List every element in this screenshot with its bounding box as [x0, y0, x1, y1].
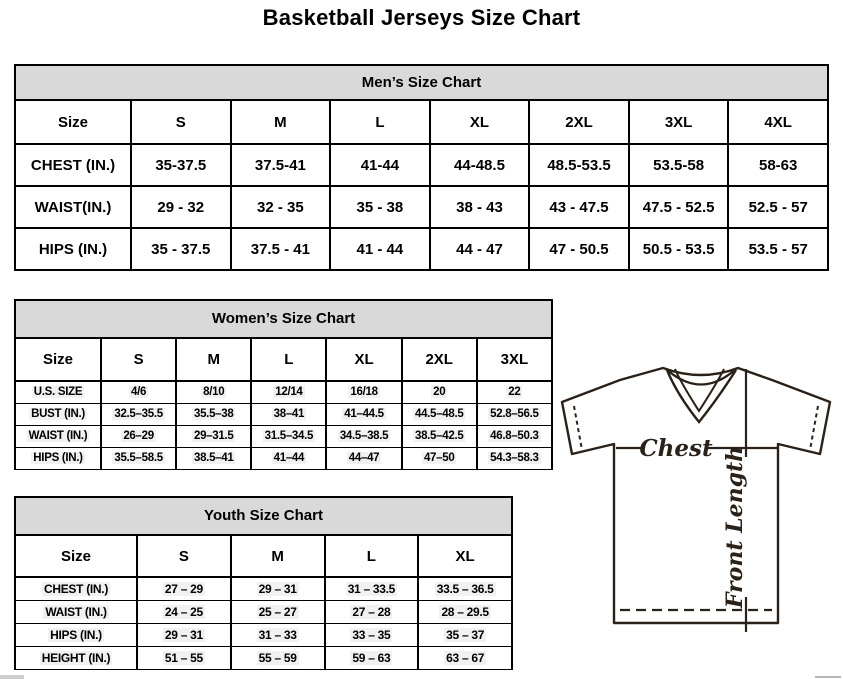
- measurement-row-label: WAIST (IN.): [15, 600, 137, 623]
- size-value-cell: 32 - 35: [231, 186, 331, 228]
- size-header-cell: 2XL: [529, 100, 629, 144]
- size-value-cell: 33 – 35: [325, 623, 419, 646]
- page-title: Basketball Jerseys Size Chart: [262, 5, 581, 30]
- size-value-cell: 28 – 29.5: [418, 600, 512, 623]
- mens-size-chart-section: [14, 64, 829, 271]
- size-value-cell: 59 – 63: [325, 646, 419, 669]
- size-value-cell: 53.5 - 57: [728, 228, 828, 270]
- measurement-row: [15, 186, 828, 228]
- size-header-cell: L: [251, 338, 326, 381]
- size-value-cell: 38–41: [251, 403, 326, 425]
- size-header-cell: S: [131, 100, 231, 144]
- measurement-row: [15, 646, 512, 669]
- size-value-cell: 47.5 - 52.5: [629, 186, 729, 228]
- size-value-cell: 33.5 – 36.5: [418, 577, 512, 600]
- size-value-cell: 35 - 38: [330, 186, 430, 228]
- size-value-cell: 35 - 37.5: [131, 228, 231, 270]
- womens-size-chart-section: [14, 299, 553, 470]
- measurement-row-label: BUST (IN.): [15, 403, 101, 425]
- measurement-row: [15, 447, 552, 469]
- measurement-row-label: HIPS (IN.): [15, 623, 137, 646]
- chest-label: Chest: [639, 435, 713, 462]
- size-value-cell: 41-44: [330, 144, 430, 186]
- size-value-cell: 38 - 43: [430, 186, 530, 228]
- size-value-cell: 63 – 67: [418, 646, 512, 669]
- size-column-label: Size: [15, 338, 101, 381]
- size-value-cell: 29 – 31: [231, 577, 325, 600]
- measurement-row-label: U.S. SIZE: [15, 381, 101, 403]
- size-column-label: Size: [15, 100, 131, 144]
- size-value-cell: 52.5 - 57: [728, 186, 828, 228]
- size-value-cell: 24 – 25: [137, 600, 231, 623]
- measurement-row: [15, 403, 552, 425]
- mens-size-table: [14, 99, 829, 271]
- size-value-cell: 41 - 44: [330, 228, 430, 270]
- size-column-label: Size: [15, 535, 137, 577]
- size-value-cell: 50.5 - 53.5: [629, 228, 729, 270]
- measurement-row: [15, 600, 512, 623]
- size-value-cell: 53.5-58: [629, 144, 729, 186]
- size-value-cell: 44-48.5: [430, 144, 530, 186]
- size-value-cell: 54.3–58.3: [477, 447, 552, 469]
- size-value-cell: 32.5–35.5: [101, 403, 176, 425]
- size-header-cell: S: [101, 338, 176, 381]
- size-value-cell: 37.5 - 41: [231, 228, 331, 270]
- size-value-cell: 47–50: [402, 447, 477, 469]
- size-value-cell: 35.5–38: [176, 403, 251, 425]
- measurement-row: [15, 381, 552, 403]
- size-value-cell: 52.8–56.5: [477, 403, 552, 425]
- size-value-cell: 31.5–34.5: [251, 425, 326, 447]
- size-header-cell: 2XL: [402, 338, 477, 381]
- measurement-row: [15, 228, 828, 270]
- size-value-cell: 29 - 32: [131, 186, 231, 228]
- size-header-row: [15, 535, 512, 577]
- size-value-cell: 48.5-53.5: [529, 144, 629, 186]
- size-value-cell: 41–44: [251, 447, 326, 469]
- size-value-cell: 22: [477, 381, 552, 403]
- size-value-cell: 35.5–58.5: [101, 447, 176, 469]
- measurement-row: [15, 144, 828, 186]
- size-value-cell: 58-63: [728, 144, 828, 186]
- size-header-cell: S: [137, 535, 231, 577]
- measurement-row-label: HIPS (IN.): [15, 228, 131, 270]
- size-header-cell: M: [176, 338, 251, 381]
- size-value-cell: 46.8–50.3: [477, 425, 552, 447]
- measurement-row-label: WAIST(IN.): [15, 186, 131, 228]
- size-value-cell: 27 – 29: [137, 577, 231, 600]
- scrollbar-fragment-left: [0, 675, 24, 679]
- size-value-cell: 44–47: [326, 447, 401, 469]
- size-value-cell: 12/14: [251, 381, 326, 403]
- front-length-label: Front Length: [722, 445, 748, 609]
- womens-chart-title: Women’s Size Chart: [14, 299, 553, 337]
- size-header-cell: XL: [430, 100, 530, 144]
- measurement-row-label: HEIGHT (IN.): [15, 646, 137, 669]
- size-value-cell: 38.5–41: [176, 447, 251, 469]
- size-value-cell: 20: [402, 381, 477, 403]
- youth-size-table: [14, 534, 513, 670]
- size-header-cell: L: [325, 535, 419, 577]
- size-value-cell: 31 – 33: [231, 623, 325, 646]
- size-header-cell: 3XL: [477, 338, 552, 381]
- size-value-cell: 26–29: [101, 425, 176, 447]
- size-value-cell: 29 – 31: [137, 623, 231, 646]
- size-value-cell: 38.5–42.5: [402, 425, 477, 447]
- measurement-row: [15, 577, 512, 600]
- size-value-cell: 34.5–38.5: [326, 425, 401, 447]
- size-value-cell: 43 - 47.5: [529, 186, 629, 228]
- size-value-cell: 29–31.5: [176, 425, 251, 447]
- measurement-row-label: WAIST (IN.): [15, 425, 101, 447]
- size-value-cell: 35 – 37: [418, 623, 512, 646]
- size-value-cell: 41–44.5: [326, 403, 401, 425]
- measurement-row-label: HIPS (IN.): [15, 447, 101, 469]
- jersey-measurement-diagram: [556, 360, 843, 665]
- measurement-row: [15, 623, 512, 646]
- size-value-cell: 55 – 59: [231, 646, 325, 669]
- size-value-cell: 4/6: [101, 381, 176, 403]
- size-header-row: [15, 338, 552, 381]
- size-header-cell: 3XL: [629, 100, 729, 144]
- size-value-cell: 31 – 33.5: [325, 577, 419, 600]
- measurement-row: [15, 425, 552, 447]
- scrollbar-fragment-right: [815, 676, 841, 678]
- size-value-cell: 44.5–48.5: [402, 403, 477, 425]
- measurement-row-label: CHEST (IN.): [15, 144, 131, 186]
- size-value-cell: 8/10: [176, 381, 251, 403]
- size-header-row: [15, 100, 828, 144]
- size-value-cell: 51 – 55: [137, 646, 231, 669]
- size-value-cell: 16/18: [326, 381, 401, 403]
- measurement-row-label: CHEST (IN.): [15, 577, 137, 600]
- size-header-cell: L: [330, 100, 430, 144]
- size-header-cell: XL: [326, 338, 401, 381]
- size-value-cell: 27 – 28: [325, 600, 419, 623]
- size-header-cell: XL: [418, 535, 512, 577]
- size-value-cell: 35-37.5: [131, 144, 231, 186]
- mens-chart-title: Men’s Size Chart: [14, 64, 829, 99]
- youth-size-chart-section: [14, 496, 513, 670]
- size-value-cell: 47 - 50.5: [529, 228, 629, 270]
- size-value-cell: 25 – 27: [231, 600, 325, 623]
- size-header-cell: M: [231, 100, 331, 144]
- womens-size-table: [14, 337, 553, 470]
- youth-chart-title: Youth Size Chart: [14, 496, 513, 534]
- size-header-cell: M: [231, 535, 325, 577]
- size-value-cell: 37.5-41: [231, 144, 331, 186]
- size-header-cell: 4XL: [728, 100, 828, 144]
- size-value-cell: 44 - 47: [430, 228, 530, 270]
